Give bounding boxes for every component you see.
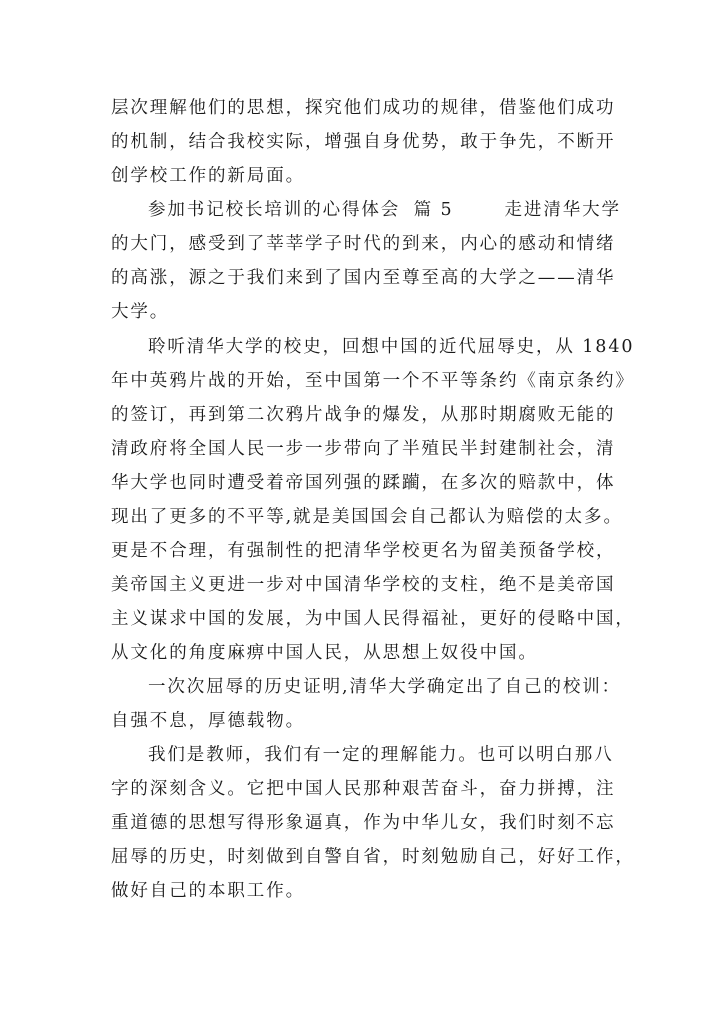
text-line: 的签订，再到第二次鸦片战争的爆发，从那时期腐败无能的 <box>111 405 616 425</box>
text-line: 大学。 <box>111 302 170 322</box>
text-line: 字的深刻含义。它把中国人民那种艰苦奋斗，奋力拼搏，注 <box>111 779 616 799</box>
paragraph-first-line: 一次次屈辱的历史证明,清华大学确定出了自己的校训： <box>148 677 622 697</box>
section-heading-number: 篇 5 <box>413 200 454 220</box>
text-line: 屈辱的历史，时刻做到自警自省，时刻勉励自己，好好工作， <box>111 847 635 867</box>
text-line: 层次理解他们的思想，探究他们成功的规律，借鉴他们成功 <box>111 98 616 118</box>
text-line: 做好自己的本职工作。 <box>111 881 305 901</box>
text-line: 的机制，结合我校实际，增强自身优势，敢于争先，不断开 <box>111 132 616 152</box>
text-line: 的大门，感受到了莘莘学子时代的到来，内心的感动和情绪 <box>111 234 616 254</box>
text-line: 的高涨，源之于我们来到了国内至尊至高的大学之——清华 <box>111 268 616 288</box>
text-line: 从文化的角度麻痹中国人民，从思想上奴役中国。 <box>111 643 538 663</box>
text-line: 创学校工作的新局面。 <box>111 166 305 186</box>
paragraph-first-line: 我们是教师，我们有一定的理解能力。也可以明白那八 <box>148 745 614 765</box>
section-heading-title: 参加书记校长培训的心得体会 <box>148 200 401 220</box>
text-line: 现出了更多的不平等,就是美国国会自己都认为赔偿的太多。 <box>111 507 623 527</box>
text-line: 年中英鸦片战的开始，至中国第一个不平等条约《南京条约》 <box>111 371 635 391</box>
paragraph-first-line: 聆听清华大学的校史，回想中国的近代屈辱史，从 1840 <box>148 337 635 357</box>
text-line: 华大学也同时遭受着帝国列强的蹂躏，在多次的赔款中，体 <box>111 473 616 493</box>
section-heading-continuation: 走进清华大学 <box>504 200 621 220</box>
text-line: 重道德的思想写得形象逼真，作为中华儿女，我们时刻不忘 <box>111 813 616 833</box>
text-line: 美帝国主义更进一步对中国清华学校的支柱，绝不是美帝国 <box>111 575 616 595</box>
section-heading-line <box>148 198 621 222</box>
text-line: 清政府将全国人民一步一步带向了半殖民半封建制社会，清 <box>111 439 616 459</box>
text-line: 更是不合理，有强制性的把清华学校更名为留美预备学校， <box>111 541 616 561</box>
text-line: 主义谋求中国的发展，为中国人民得福祉，更好的侵略中国， <box>111 609 635 629</box>
text-line: 自强不息，厚德载物。 <box>111 711 305 731</box>
